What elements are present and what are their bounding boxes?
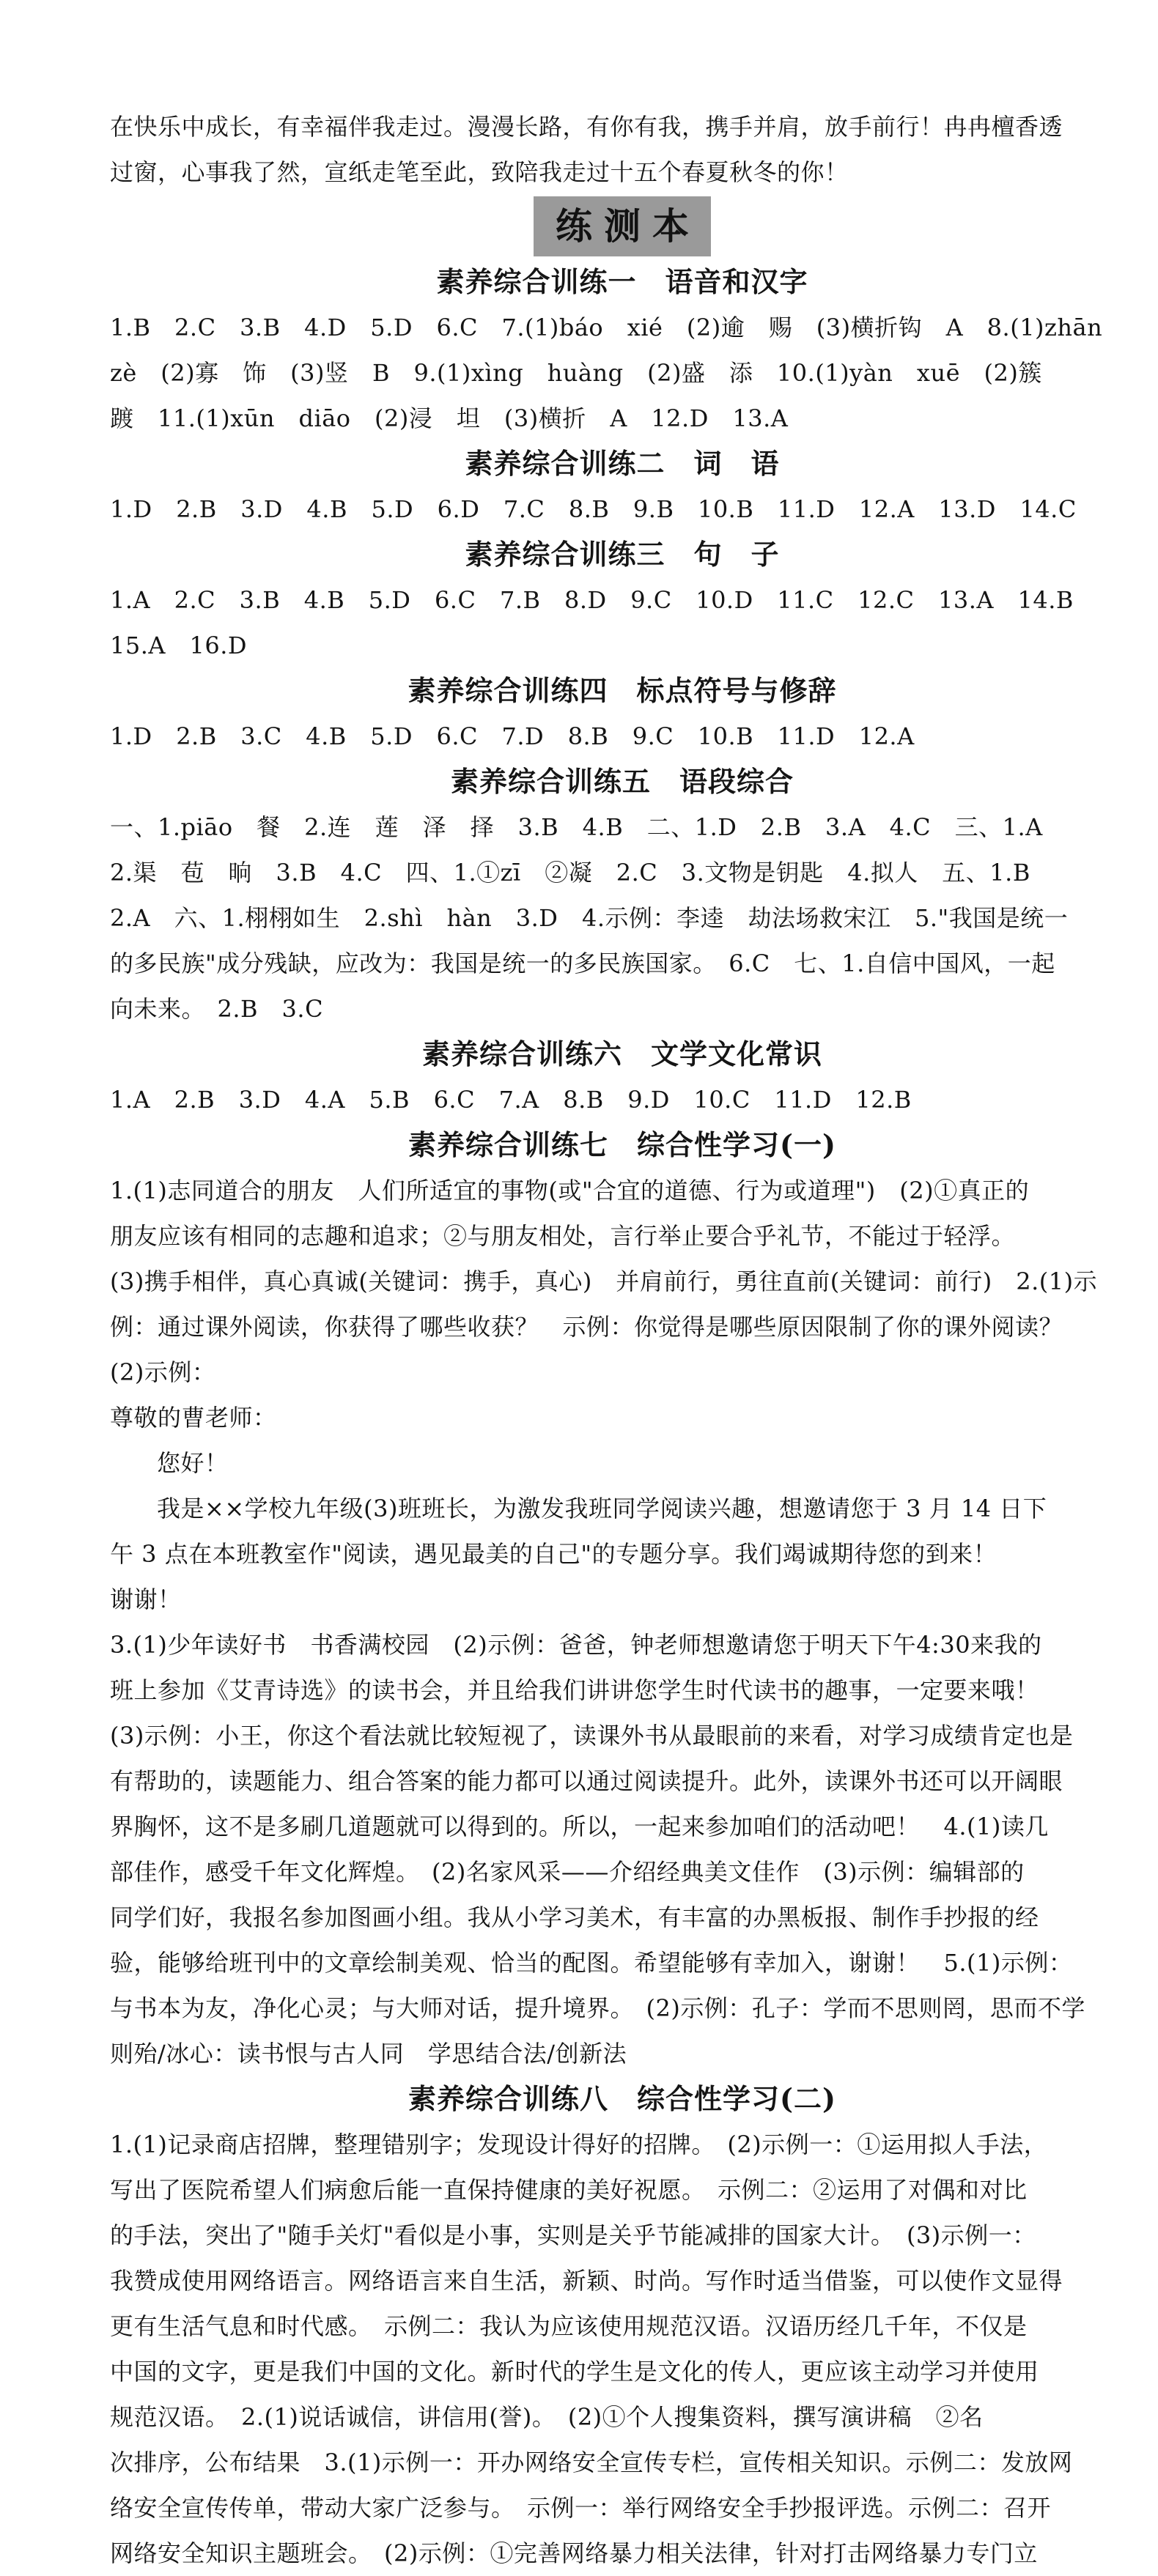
letter-body-line: 谢谢！ (110, 1585, 182, 1613)
answer-line: 则殆/冰心：读书恨与古人同 学思结合法/创新法 (110, 2040, 627, 2068)
answer-line: 的手法，突出了"随手关灯"看似是小事，实则是关乎节能减排的国家大计。 (3)示例一： (110, 2221, 1036, 2249)
letter-body-line: 午 3 点在本班教室作"阅读，遇见最美的自己"的专题分享。我们竭诚期待您的到来！ (110, 1540, 997, 1568)
intro-paragraph (110, 0, 1135, 195)
section-title: 素养综合训练四 标点符号与修辞 (407, 674, 837, 707)
answer-line: 次排序，公布结果 3.(1)示例一：开办网络安全宣传专栏，宣传相关知识。示例二：发放网 (110, 2449, 1073, 2476)
answer-line: 的多民族"成分残缺，应改为：我国是统一的多民族国家。 6.C 七、1.自信中国风，一起 (110, 950, 1055, 977)
answer-line: 1.(1)记录商店招牌，整理错别字；发现设计得好的招牌。 (2)示例一：①运用拟人手法， (110, 2131, 1048, 2158)
answer-line: 部佳作，感受千年文化辉煌。 (2)名家风采——介绍经典美文佳作 (3)示例：编辑部的 (110, 1858, 1025, 1886)
letter-salutation: 尊敬的曹老师： (110, 1404, 277, 1432)
answer-line: 网络安全知识主题班会。 (2)示例：①完善网络暴力相关法律，针对打击网络暴力专门立 (110, 2539, 1038, 2567)
answer-line: (3)携手相伴，真心真诚(关键词：携手，真心) 并肩前行，勇往直前(关键词：前行) 2.(1)示 (110, 1267, 1098, 1295)
answer-line: 规范汉语。 2.(1)说话诚信，讲信用(誉)。 (2)①个人搜集资料，撰写演讲稿 ②名 (110, 2403, 984, 2431)
answer-line: 例：通过课外阅读，你获得了哪些收获？ 示例：你觉得是哪些原因限制了你的课外阅读？ (110, 1313, 1063, 1341)
answer-line: 朋友应该有相同的志趣和追求；②与朋友相处，言行举止要合乎礼节，不能过于轻浮。 (110, 1222, 1016, 1250)
letter-greeting: 您好！ (157, 1449, 229, 1477)
answer-line: 2.A 六、1.栩栩如生 2.shì hàn 3.D 4.示例：李逵 劫法场救宋江 5."我国是统一 (110, 904, 1069, 932)
section-title: 素养综合训练五 语段综合 (450, 765, 794, 798)
section-title: 素养综合训练七 综合性学习(一) (408, 1128, 836, 1161)
answer-line: 同学们好，我报名参加图画小组。我从小学习美术，有丰富的办黑板报、制作手抄报的经 (110, 1903, 1039, 1931)
answer-line: 我赞成使用网络语言。网络语言来自生活，新颖、时尚。写作时适当借鉴，可以使作文显得 (110, 2267, 1063, 2295)
answer-line: 一、1.piāo 餐 2.连 莲 泽 择 3.B 4.B 二、1.D 2.B 3.A 4.C 三、1.A (110, 813, 1043, 841)
answer-line: (2)示例： (110, 1358, 216, 1386)
answer-line: 3.(1)少年读好书 书香满校园 (2)示例：爸爸，钟老师想邀请您于明天下午4:30来我的 (110, 1631, 1042, 1659)
answer-line: 1.D 2.B 3.D 4.B 5.D 6.D 7.C 8.B 9.B 10.B 11.D 12.A 13.D 14.C (110, 495, 1077, 523)
answer-line: 15.A 16.D (110, 632, 248, 659)
answer-line: 验，能够给班刊中的文章绘制美观、恰当的配图。希望能够有幸加入，谢谢！ 5.(1)示例： (110, 1949, 1073, 1977)
answer-line: 1.A 2.B 3.D 4.A 5.B 6.C 7.A 8.B 9.D 10.C 11.D 12.B (110, 1086, 912, 1114)
answer-line: 1.B 2.C 3.B 4.D 5.D 6.C 7.(1)báo xié (2)逾 赐 (3)横折钩 A 8.(1)zhān (110, 314, 1103, 341)
banner-container (110, 196, 1135, 259)
answer-line: 界胸怀，这不是多刷几道题就可以得到的。所以，一起来参加咱们的活动吧！ 4.(1)读几 (110, 1813, 1049, 1840)
answer-line: 1.A 2.C 3.B 4.B 5.D 6.C 7.B 8.D 9.C 10.D 11.C 12.C 13.A 14.B (110, 586, 1074, 614)
answer-line: 与书本为友，净化心灵；与大师对话，提升境界。 (2)示例：孔子：学而不思则罔，思而不学 (110, 1994, 1085, 2022)
answer-line: zè (2)寡 饰 (3)竖 B 9.(1)xìng huàng (2)盛 添 10.(1)yàn xuē (2)簇 (110, 359, 1042, 387)
answer-line: 向未来。 2.B 3.C (110, 995, 324, 1023)
section-title: 素养综合训练八 综合性学习(二) (408, 2082, 836, 2115)
answer-line: 更有生活气息和时代感。 示例二：我认为应该使用规范汉语。汉语历经几千年，不仅是 (110, 2312, 1028, 2340)
text-line: 在快乐中成长，有幸福伴我走过。漫漫长路，有你有我，携手并肩，放手前行！冉冉檀香透 (110, 113, 1063, 141)
section-title: 素养综合训练二 词 语 (465, 447, 780, 480)
answer-line: 踱 11.(1)xūn diāo (2)浸 坦 (3)横折 A 12.D 13.A (110, 404, 789, 432)
answer-line: 1.(1)志同道合的朋友 人们所适宜的事物(或"合宜的道德、行为或道理") (2)①真正的 (110, 1177, 1030, 1204)
section-banner: 练测本 (534, 196, 711, 256)
answer-line: (3)示例：小王，你这个看法就比较短视了，读课外书从最眼前的来看，对学习成绩肯定也是 (110, 1722, 1074, 1750)
section-title: 素养综合训练一 语音和汉字 (436, 265, 808, 298)
answer-line: 班上参加《艾青诗选》的读书会，并且给我们讲讲您学生时代读书的趣事，一定要来哦！ (110, 1676, 1039, 1704)
answer-line: 1.D 2.B 3.C 4.B 5.D 6.C 7.D 8.B 9.C 10.B 11.D 12.A (110, 722, 915, 750)
answer-line: 2.渠 苞 晌 3.B 4.C 四、1.①zī ②凝 2.C 3.文物是钥匙 4.拟人 五、1.B (110, 859, 1030, 887)
answer-line: 络安全宣传传单，带动大家广泛参与。 示例一：举行网络安全手抄报评选。示例二：召开 (110, 2494, 1052, 2522)
answer-line: 有帮助的，读题能力、组合答案的能力都可以通过阅读提升。此外，读课外书还可以开阔眼 (110, 1767, 1063, 1795)
answer-line: 写出了医院希望人们病愈后能一直保持健康的美好祝愿。 示例二：②运用了对偶和对比 (110, 2176, 1028, 2204)
answer-line: 中国的文字，更是我们中国的文化。新时代的学生是文化的传人，更应该主动学习并使用 (110, 2358, 1039, 2386)
section-title: 素养综合训练三 句 子 (465, 538, 780, 571)
section-title: 素养综合训练六 文学文化常识 (421, 1037, 822, 1070)
letter-body-line: 我是××学校九年级(3)班班长，为激发我班同学阅读兴趣，想邀请您于 3 月 14 日下 (157, 1495, 1047, 1522)
text-line: 过窗，心事我了然，宣纸走笔至此，致陪我走过十五个春夏秋冬的你！ (110, 158, 849, 186)
